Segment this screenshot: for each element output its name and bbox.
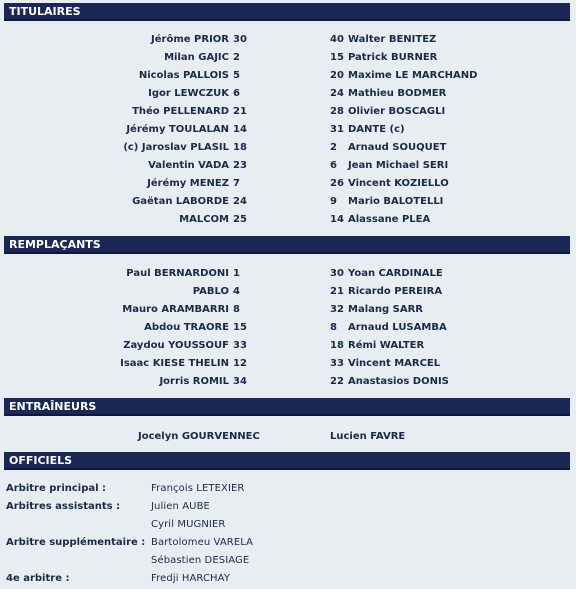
away-player-number: 20 bbox=[330, 70, 344, 81]
official-role-label: Arbitre principal : bbox=[6, 483, 107, 494]
home-player-number: 23 bbox=[233, 160, 247, 171]
home-player-number: 7 bbox=[233, 178, 240, 189]
section-header-officiels: OFFICIELS bbox=[4, 452, 570, 470]
official-name: Julien AUBE bbox=[151, 501, 210, 512]
section-header-remplacants: REMPLAÇANTS bbox=[4, 236, 570, 254]
home-player-name: Gaëtan LABORDE bbox=[132, 196, 229, 207]
home-player-name: Zaydou YOUSSOUF bbox=[123, 340, 229, 351]
away-player-number: 22 bbox=[330, 376, 344, 387]
section-header-entraineurs: ENTRAÎNEURS bbox=[4, 398, 570, 416]
home-player-name: Mauro ARAMBARRI bbox=[122, 304, 229, 315]
home-player-number: 30 bbox=[233, 34, 247, 45]
lineup-row bbox=[0, 211, 576, 229]
away-player-name: Maxime LE MARCHAND bbox=[348, 70, 478, 81]
away-player-name: Vincent MARCEL bbox=[348, 358, 441, 369]
home-player-name: Jérémy TOULALAN bbox=[126, 124, 229, 135]
away-player-number: 14 bbox=[330, 214, 344, 225]
away-player-number: 30 bbox=[330, 268, 344, 279]
away-player-name: Arnaud SOUQUET bbox=[348, 142, 447, 153]
home-player-number: 5 bbox=[233, 70, 240, 81]
away-player-number: 33 bbox=[330, 358, 344, 369]
away-player-name: Olivier BOSCAGLI bbox=[348, 106, 446, 117]
home-player-name: PABLO bbox=[192, 286, 229, 297]
away-player-name: Alassane PLEA bbox=[348, 214, 431, 225]
home-player-name: Valentin VADA bbox=[148, 160, 229, 171]
home-player-number: 12 bbox=[233, 358, 247, 369]
section-header-titulaires: TITULAIRES bbox=[4, 3, 570, 21]
away-player-number: 26 bbox=[330, 178, 344, 189]
away-player-name: Ricardo PEREIRA bbox=[348, 286, 443, 297]
home-player-number: 24 bbox=[233, 196, 247, 207]
away-player-name: Jean Michael SERI bbox=[348, 160, 449, 171]
home-player-number: 15 bbox=[233, 322, 247, 333]
lineup-row bbox=[0, 283, 576, 301]
lineup-row bbox=[0, 319, 576, 337]
lineup-row bbox=[0, 121, 576, 139]
lineup-row bbox=[0, 265, 576, 283]
lineup-row bbox=[0, 103, 576, 121]
home-player-name: Isaac KIESE THELIN bbox=[120, 358, 229, 369]
away-player-number: 32 bbox=[330, 304, 344, 315]
lineup-row bbox=[0, 67, 576, 85]
home-player-number: 4 bbox=[233, 286, 240, 297]
home-player-name: Jorris ROMIL bbox=[159, 376, 229, 387]
away-player-name: Arnaud LUSAMBA bbox=[348, 322, 447, 333]
official-name: Cyril MUGNIER bbox=[151, 519, 226, 530]
home-player-name: MALCOM bbox=[179, 214, 229, 225]
home-player-name: Nicolas PALLOIS bbox=[138, 70, 229, 81]
home-player-number: 8 bbox=[233, 304, 240, 315]
away-player-name: Patrick BURNER bbox=[348, 52, 438, 63]
away-player-number: 8 bbox=[330, 322, 337, 333]
official-role-label: 4e arbitre : bbox=[6, 573, 70, 584]
lineup-row bbox=[0, 49, 576, 67]
away-player-name: Yoan CARDINALE bbox=[348, 268, 443, 279]
away-player-number: 18 bbox=[330, 340, 344, 351]
away-coach: Lucien FAVRE bbox=[330, 431, 406, 442]
home-player-name: Abdou TRAORE bbox=[144, 322, 229, 333]
away-player-name: Malang SARR bbox=[348, 304, 423, 315]
lineup-row bbox=[0, 85, 576, 103]
lineup-row bbox=[0, 301, 576, 319]
away-player-name: Mario BALOTELLI bbox=[348, 196, 444, 207]
away-player-number: 6 bbox=[330, 160, 337, 171]
official-name: François LETEXIER bbox=[151, 483, 245, 494]
away-player-number: 24 bbox=[330, 88, 344, 99]
away-player-name: Anastasios DONIS bbox=[348, 376, 449, 387]
lineup-row bbox=[0, 157, 576, 175]
official-role-label: Arbitre supplémentaire : bbox=[6, 537, 146, 548]
home-player-name: Théo PELLENARD bbox=[132, 106, 229, 117]
official-role-label: Arbitres assistants : bbox=[6, 501, 121, 512]
lineup-row bbox=[0, 139, 576, 157]
away-player-number: 40 bbox=[330, 34, 344, 45]
away-player-number: 31 bbox=[330, 124, 344, 135]
home-player-number: 14 bbox=[233, 124, 247, 135]
lineup-row bbox=[0, 175, 576, 193]
official-name: Fredji HARCHAY bbox=[151, 573, 231, 584]
away-player-name: Vincent KOZIELLO bbox=[348, 178, 449, 189]
home-coach: Jocelyn GOURVENNEC bbox=[138, 431, 260, 442]
lineup-row bbox=[0, 373, 576, 391]
away-player-number: 2 bbox=[330, 142, 337, 153]
home-player-name: Jérôme PRIOR bbox=[151, 34, 229, 45]
away-player-number: 15 bbox=[330, 52, 344, 63]
home-player-name: (c) Jaroslav PLASIL bbox=[123, 142, 229, 153]
away-player-number: 28 bbox=[330, 106, 344, 117]
home-player-name: Paul BERNARDONI bbox=[126, 268, 229, 279]
home-player-number: 1 bbox=[233, 268, 240, 279]
lineup-row bbox=[0, 337, 576, 355]
home-player-number: 6 bbox=[233, 88, 240, 99]
away-player-name: Rémi WALTER bbox=[348, 340, 425, 351]
lineup-row bbox=[0, 31, 576, 49]
away-player-name: Mathieu BODMER bbox=[348, 88, 447, 99]
official-name: Sébastien DESIAGE bbox=[151, 555, 250, 566]
home-player-name: Igor LEWCZUK bbox=[148, 88, 229, 99]
away-player-number: 9 bbox=[330, 196, 337, 207]
lineup-row bbox=[0, 355, 576, 373]
home-player-name: Milan GAJIC bbox=[164, 52, 229, 63]
home-player-number: 33 bbox=[233, 340, 247, 351]
away-player-name: DANTE (c) bbox=[348, 124, 405, 135]
lineup-row bbox=[0, 193, 576, 211]
home-player-number: 34 bbox=[233, 376, 247, 387]
home-player-number: 18 bbox=[233, 142, 247, 153]
home-player-name: Jérémy MENEZ bbox=[147, 178, 229, 189]
official-name: Bartolomeu VARELA bbox=[151, 537, 254, 548]
away-player-name: Walter BENITEZ bbox=[348, 34, 437, 45]
home-player-number: 21 bbox=[233, 106, 247, 117]
away-player-number: 21 bbox=[330, 286, 344, 297]
home-player-number: 2 bbox=[233, 52, 240, 63]
home-player-number: 25 bbox=[233, 214, 247, 225]
